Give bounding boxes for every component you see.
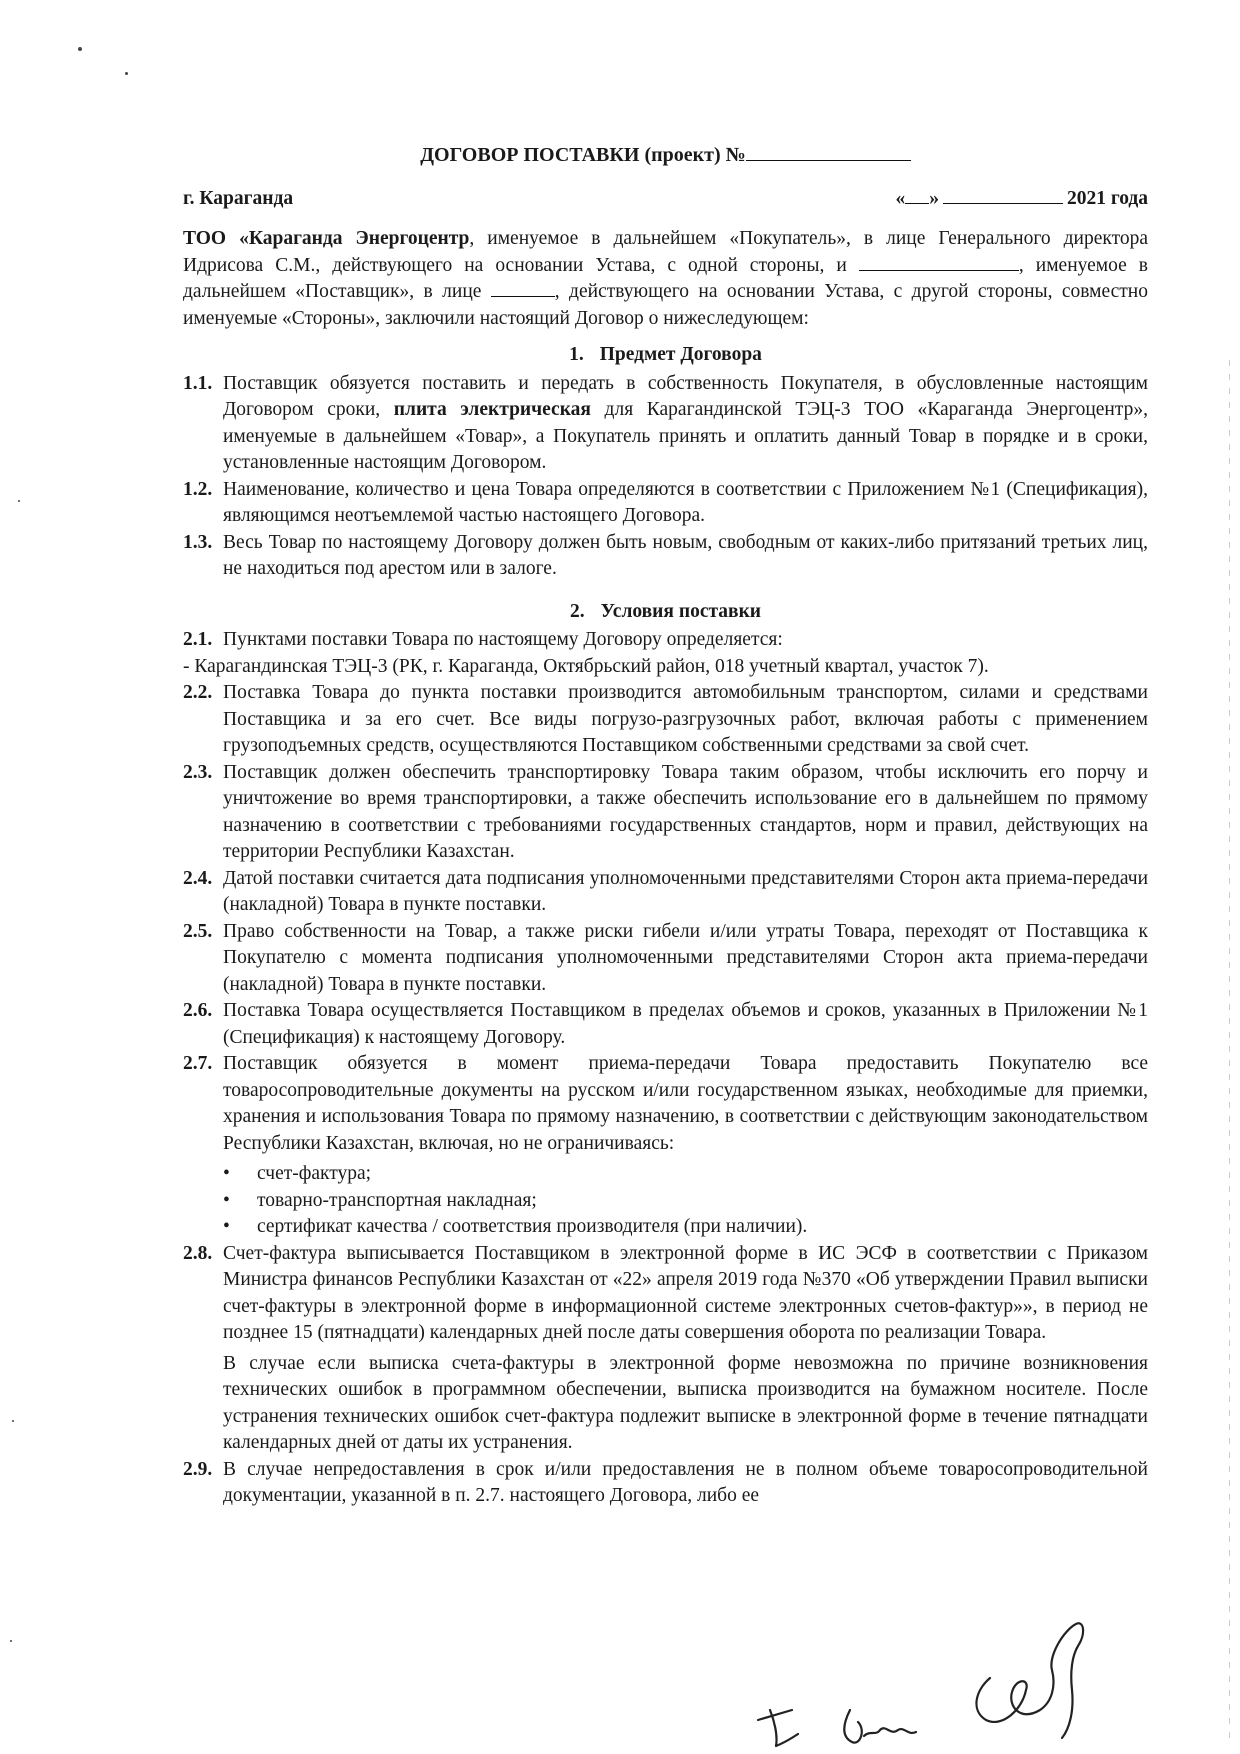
- section-2-title: [183, 599, 1148, 626]
- supplier-representative-blank: [491, 280, 555, 297]
- buyer-company-name: ТОО «Караганда Энергоцентр: [183, 228, 470, 249]
- scan-speck: [125, 72, 128, 75]
- clause-2-7: [183, 1051, 1148, 1157]
- preamble-text-2: , именуемое в дальнейшем «Поставщик», в лице: [183, 254, 1148, 302]
- clause-text: В случае непредоставления в срок и/или предоставления не в полном объеме товаросопроводительной документации, указанной в п. 2.7. настоящего Договора, либо ее: [223, 1458, 1148, 1506]
- clause-number: 1.2.: [183, 478, 213, 500]
- preamble-text-3: , действующего на основании Устава, с другой стороны, совместно именуемые «Стороны», заключили настоящий Договор о нижеследующем:: [183, 281, 1148, 329]
- year-label: 2021 года: [1066, 187, 1148, 209]
- clause-number: 1.1.: [183, 372, 213, 394]
- clause-text: [223, 371, 1148, 477]
- clause-number: 2.4.: [183, 867, 213, 889]
- clause-text: Пунктами поставки Товара по настоящему Договору определяется:: [223, 629, 783, 650]
- scan-speck: [78, 47, 82, 51]
- document-title: [183, 142, 1148, 169]
- clause-text: Поставка Товара до пункта поставки производится автомобильным транспортом, силами и средствами Поставщика и за его счет. Все виды погрузо-разгрузочных работ, включая работы с применением грузоподъемных средств, осуществляются Поставщиком собственными средствами за свой счет.: [223, 682, 1148, 756]
- section-2-number: 2.: [569, 600, 585, 622]
- section-1-heading: Предмет Договора: [599, 344, 762, 365]
- clause-2-9: [183, 1457, 1148, 1510]
- clause-2-8: [183, 1241, 1148, 1347]
- clause-1-3: [183, 530, 1148, 583]
- clause-1-1-text-b: для Карагандинской ТЭЦ-3 ТОО «Караганда Энергоцентр», именуемые в дальнейшем «Товар», а Покупатель принять и оплатить данный Товар в порядке и в сроки, установленные настоящим Договором.: [223, 399, 1148, 473]
- scan-speck: [12, 1420, 14, 1422]
- clause-2-8-paragraph: В случае если выписка счета-фактуры в электронной форме невозможна по причине возникновения технических ошибок в программном обеспечении, выписка производится на бумажном носителе. После устранения технических ошибок счет-фактура подлежит выписке в электронной форме в течение пятнадцати календарных дней от даты их устранения.: [223, 1352, 1148, 1453]
- city-label: г. Караганда: [183, 187, 294, 209]
- clause-2-5: [183, 919, 1148, 999]
- clause-text: Весь Товар по настоящему Договору должен быть новым, свободным от каких-либо притязаний третьих лиц, не находиться под арестом или в залоге.: [223, 531, 1148, 579]
- list-item: • счет-фактура;: [223, 1161, 1148, 1188]
- signature-mark: [976, 1623, 1083, 1738]
- clause-number: 2.8.: [183, 1242, 213, 1264]
- document-list: [223, 1161, 1148, 1241]
- document-title-text: ДОГОВОР ПОСТАВКИ (проект) №: [420, 144, 746, 166]
- list-item: • сертификат качества / соответствия производителя (при наличии).: [223, 1214, 1148, 1241]
- clause-number: 2.3.: [183, 761, 213, 783]
- clause-2-2: [183, 680, 1148, 760]
- signatures: [740, 1560, 1160, 1750]
- preamble-text-1: , именуемое в дальнейшем «Покупатель», в лице Генерального директора Идрисова С.М., действующего на основании Устава, с одной стороны, и: [183, 228, 1148, 276]
- product-name: плита электрическая: [393, 399, 591, 420]
- clause-number: 1.3.: [183, 531, 213, 553]
- clause-number: 2.1.: [183, 629, 213, 650]
- clause-text: Наименование, количество и цена Товара определяются в соответствии с Приложением №1 (Спецификация), являющимся неотъемлемой частью настоящего Договора.: [223, 478, 1148, 526]
- clause-2-1: [183, 627, 1148, 654]
- scan-speck: [18, 500, 20, 502]
- month-blank: [943, 187, 1063, 204]
- contract-number-blank: [746, 142, 911, 161]
- supplier-name-blank: [859, 254, 1019, 271]
- section-1-title: [183, 342, 1148, 369]
- delivery-point-address: - Карагандинская ТЭЦ-3 (РК, г. Караганда, Октябрьский район, 018 учетный квартал, участок 7).: [183, 655, 989, 677]
- clause-2-3: [183, 760, 1148, 866]
- document-body: [183, 142, 1148, 1510]
- spacer: [183, 583, 1148, 593]
- clause-1-1: [183, 371, 1148, 477]
- clause-number: 2.5.: [183, 920, 213, 942]
- clause-2-6: [183, 998, 1148, 1051]
- scan-edge-line: [1229, 360, 1230, 1740]
- day-blank: [905, 187, 929, 204]
- date-quote-close: »: [929, 187, 939, 209]
- scan-speck: [10, 1640, 12, 1642]
- preamble: [183, 226, 1148, 332]
- date-quote-open: «: [895, 187, 906, 209]
- clause-number: 2.7.: [183, 1053, 213, 1074]
- clause-text: Поставка Товара осуществляется Поставщиком в пределах объемов и сроков, указанных в Приложении №1 (Спецификация) к настоящему Договору.: [223, 1000, 1148, 1048]
- clause-text: Датой поставки считается дата подписания уполномоченными представителями Сторон акта приема-передачи (накладной) Товара в пункте поставки.: [223, 867, 1148, 915]
- clause-1-1-text-a: Поставщик обязуется поставить и передать в собственность Покупателя, в обусловленные настоящим Договором сроки,: [223, 372, 1148, 420]
- clause-text: Счет-фактура выписывается Поставщиком в электронной форме в ИС ЭСФ в соответствии с Приказом Министра финансов Республики Казахстан от «22» апреля 2019 года №370 «Об утверждении Правил выписки счет-фактуры в электронной форме в информационной системе электронных счетов-фактур»», в период не позднее 15 (пятнадцати) календарных дней после даты совершения оборота по реализации Товара.: [223, 1242, 1148, 1343]
- clause-number: 2.9.: [183, 1458, 213, 1480]
- clause-text: Поставщик обязуется в момент приема-передачи Товара предоставить Покупателю все товаросопроводительные документы на русском и/или государственном языках, необходимые для приемки, хранения и использования Товара по прямому назначению, в соответствии с действующим законодательством Республики Казахстан, включая, но не ограничиваясь:: [223, 1053, 1148, 1154]
- city-date-row: [183, 186, 1148, 213]
- list-item: • товарно-транспортная накладная;: [223, 1188, 1148, 1215]
- clause-1-2: [183, 477, 1148, 530]
- clause-text: Поставщик должен обеспечить транспортировку Товара таким образом, чтобы исключить его порчу и уничтожение во время транспортировки, а также обеспечить использование его в дальнейшем по прямому назначению в соответствии с требованиями государственных стандартов, норм и правил, действующих на территории Республики Казахстан.: [223, 761, 1148, 862]
- section-2-heading: Условия поставки: [600, 600, 762, 622]
- section-1-number: 1.: [569, 344, 584, 365]
- clause-text: Право собственности на Товар, а также риски гибели и/или утраты Товара, переходят от Поставщика к Покупателю с момента подписания уполномоченными представителями Сторон акта приема-передачи (накладной) Товара в пункте поставки.: [223, 920, 1148, 995]
- initial-mark-1: [758, 1710, 798, 1746]
- initial-mark-2: [844, 1710, 916, 1743]
- clause-number: 2.6.: [183, 1000, 213, 1021]
- clause-2-4: [183, 866, 1148, 919]
- clause-number: 2.2.: [183, 682, 213, 703]
- date-line: [895, 186, 1148, 213]
